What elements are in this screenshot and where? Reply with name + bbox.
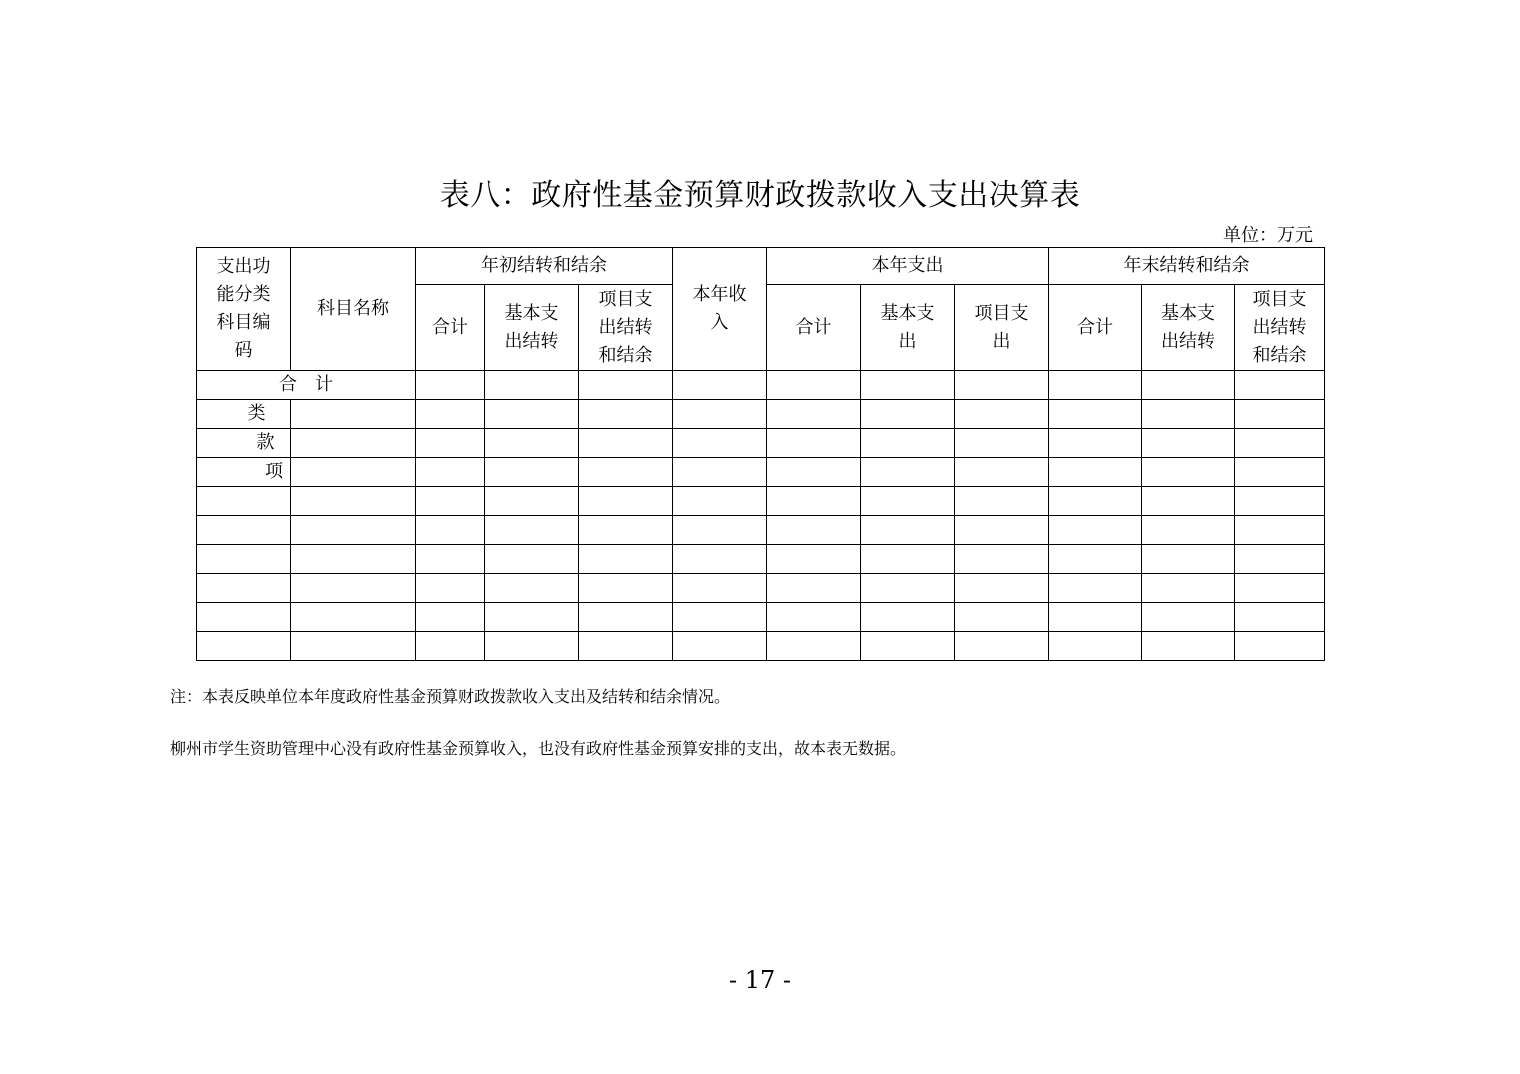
table-cell [579, 632, 673, 661]
table-cell [1142, 603, 1235, 632]
table-cell [861, 371, 955, 400]
table-cell [673, 371, 767, 400]
table-cell [673, 603, 767, 632]
table-cell [673, 632, 767, 661]
table-cell [579, 516, 673, 545]
table-cell [861, 429, 955, 458]
table-cell [673, 487, 767, 516]
table-cell [1235, 487, 1325, 516]
table-cell [416, 487, 485, 516]
table-row [197, 516, 1325, 545]
table-cell [767, 603, 861, 632]
table-cell [291, 574, 416, 603]
table-cell [955, 429, 1049, 458]
table-row [197, 574, 1325, 603]
table-cell [673, 516, 767, 545]
table-cell [767, 458, 861, 487]
table-cell [673, 574, 767, 603]
table-cell [579, 371, 673, 400]
table-cell [579, 429, 673, 458]
table-cell [1142, 458, 1235, 487]
header-code: 支出功 能分类 科目编 码 [197, 248, 291, 371]
table-cell [1235, 632, 1325, 661]
table-cell [416, 400, 485, 429]
table-cell [291, 603, 416, 632]
table-cell [955, 371, 1049, 400]
table-cell [197, 545, 291, 574]
header-expense-basic: 基本支 出 [861, 285, 955, 371]
table-cell [1235, 545, 1325, 574]
header-expense: 本年支出 [767, 248, 1049, 285]
table-cell [955, 516, 1049, 545]
table-cell [291, 632, 416, 661]
table-cell [291, 516, 416, 545]
table-cell [1142, 429, 1235, 458]
table-cell [1235, 400, 1325, 429]
table-cell [1142, 632, 1235, 661]
table-cell [1049, 632, 1142, 661]
table-cell [767, 487, 861, 516]
table-cell [1235, 371, 1325, 400]
header-closing-total: 合计 [1049, 285, 1142, 371]
row-label-category: 类 [197, 400, 291, 429]
explanation-note: 柳州市学生资助管理中心没有政府性基金预算收入，也没有政府性基金预算安排的支出，故本表无数据。 [170, 739, 907, 758]
table-cell [955, 400, 1049, 429]
unit-label: 单位：万元 [1223, 225, 1313, 246]
table-cell [955, 545, 1049, 574]
table-cell [767, 516, 861, 545]
table-cell [955, 603, 1049, 632]
table-row-total [197, 371, 1325, 400]
table-cell [1235, 458, 1325, 487]
table-cell [767, 632, 861, 661]
table-cell [861, 632, 955, 661]
table-cell [485, 516, 579, 545]
table-cell [861, 458, 955, 487]
header-opening-total: 合计 [416, 285, 485, 371]
table-cell [291, 458, 416, 487]
table-cell [1235, 516, 1325, 545]
table-cell [197, 487, 291, 516]
table-cell [673, 429, 767, 458]
table-cell [291, 429, 416, 458]
table-row [197, 603, 1325, 632]
table-cell [767, 371, 861, 400]
page-number: - 17 - [728, 966, 791, 994]
header-opening-project: 项目支 出结转 和结余 [579, 285, 673, 371]
header-income: 本年收 入 [673, 248, 767, 371]
table-cell [673, 400, 767, 429]
table-cell [485, 487, 579, 516]
table-cell [485, 400, 579, 429]
budget-table [196, 247, 1325, 661]
table-cell [1049, 400, 1142, 429]
table-cell [485, 574, 579, 603]
table-cell [1049, 371, 1142, 400]
table-row [197, 400, 1325, 429]
header-opening-balance: 年初结转和结余 [416, 248, 673, 285]
table-cell [1142, 545, 1235, 574]
table-cell [673, 545, 767, 574]
table-cell [1049, 603, 1142, 632]
table-cell [861, 516, 955, 545]
table-cell [416, 458, 485, 487]
table-cell [291, 545, 416, 574]
table-cell [197, 574, 291, 603]
table-cell [485, 603, 579, 632]
table-cell [485, 371, 579, 400]
table-cell [861, 400, 955, 429]
table-cell [1049, 458, 1142, 487]
table-cell [1235, 574, 1325, 603]
table-row [197, 632, 1325, 661]
table-cell [416, 371, 485, 400]
footnote: 注：本表反映单位本年度政府性基金预算财政拨款收入支出及结转和结余情况。 [170, 687, 731, 706]
table-cell [955, 487, 1049, 516]
table-header-row-1 [197, 248, 1325, 285]
table-cell [955, 458, 1049, 487]
table-cell [767, 545, 861, 574]
table-cell [416, 574, 485, 603]
table-cell [579, 545, 673, 574]
header-closing-balance: 年末结转和结余 [1049, 248, 1325, 285]
total-label: 合 计 [197, 371, 416, 400]
table-cell [1049, 545, 1142, 574]
table-cell [416, 545, 485, 574]
table-cell [1235, 429, 1325, 458]
document-title: 表八：政府性基金预算财政拨款收入支出决算表 [439, 178, 1081, 213]
table-cell [1142, 574, 1235, 603]
header-name: 科目名称 [291, 248, 416, 371]
header-closing-basic: 基本支 出结转 [1142, 285, 1235, 371]
table-cell [1142, 516, 1235, 545]
table-cell [485, 545, 579, 574]
table-cell [485, 632, 579, 661]
table-cell [485, 458, 579, 487]
table-cell [861, 574, 955, 603]
table-cell [579, 574, 673, 603]
table-cell [861, 603, 955, 632]
table-row [197, 487, 1325, 516]
table-cell [416, 603, 485, 632]
table-cell [1235, 603, 1325, 632]
table-cell [579, 400, 673, 429]
table-cell [416, 632, 485, 661]
header-expense-project: 项目支 出 [955, 285, 1049, 371]
table-cell [767, 400, 861, 429]
table-cell [579, 603, 673, 632]
table-cell [197, 516, 291, 545]
row-label-item: 项 [197, 458, 291, 487]
table-cell [1142, 400, 1235, 429]
table-cell [861, 545, 955, 574]
table-cell [1049, 516, 1142, 545]
table-cell [767, 574, 861, 603]
table-cell [579, 487, 673, 516]
table-cell [197, 603, 291, 632]
header-opening-basic: 基本支 出结转 [485, 285, 579, 371]
table-cell [291, 487, 416, 516]
table-cell [1142, 487, 1235, 516]
table-cell [673, 458, 767, 487]
table-cell [1049, 574, 1142, 603]
table-cell [485, 429, 579, 458]
row-label-section: 款 [197, 429, 291, 458]
table-cell [579, 458, 673, 487]
table-cell [416, 516, 485, 545]
table-cell [1049, 429, 1142, 458]
table-cell [767, 429, 861, 458]
table-cell [861, 487, 955, 516]
table-cell [955, 632, 1049, 661]
table-cell [955, 574, 1049, 603]
table-cell [1049, 487, 1142, 516]
table-cell [197, 632, 291, 661]
table-cell [291, 400, 416, 429]
table-row [197, 545, 1325, 574]
header-closing-project: 项目支 出结转 和结余 [1235, 285, 1325, 371]
table-cell [416, 429, 485, 458]
table-cell [1142, 371, 1235, 400]
table-row [197, 458, 1325, 487]
header-expense-total: 合计 [767, 285, 861, 371]
table-row [197, 429, 1325, 458]
